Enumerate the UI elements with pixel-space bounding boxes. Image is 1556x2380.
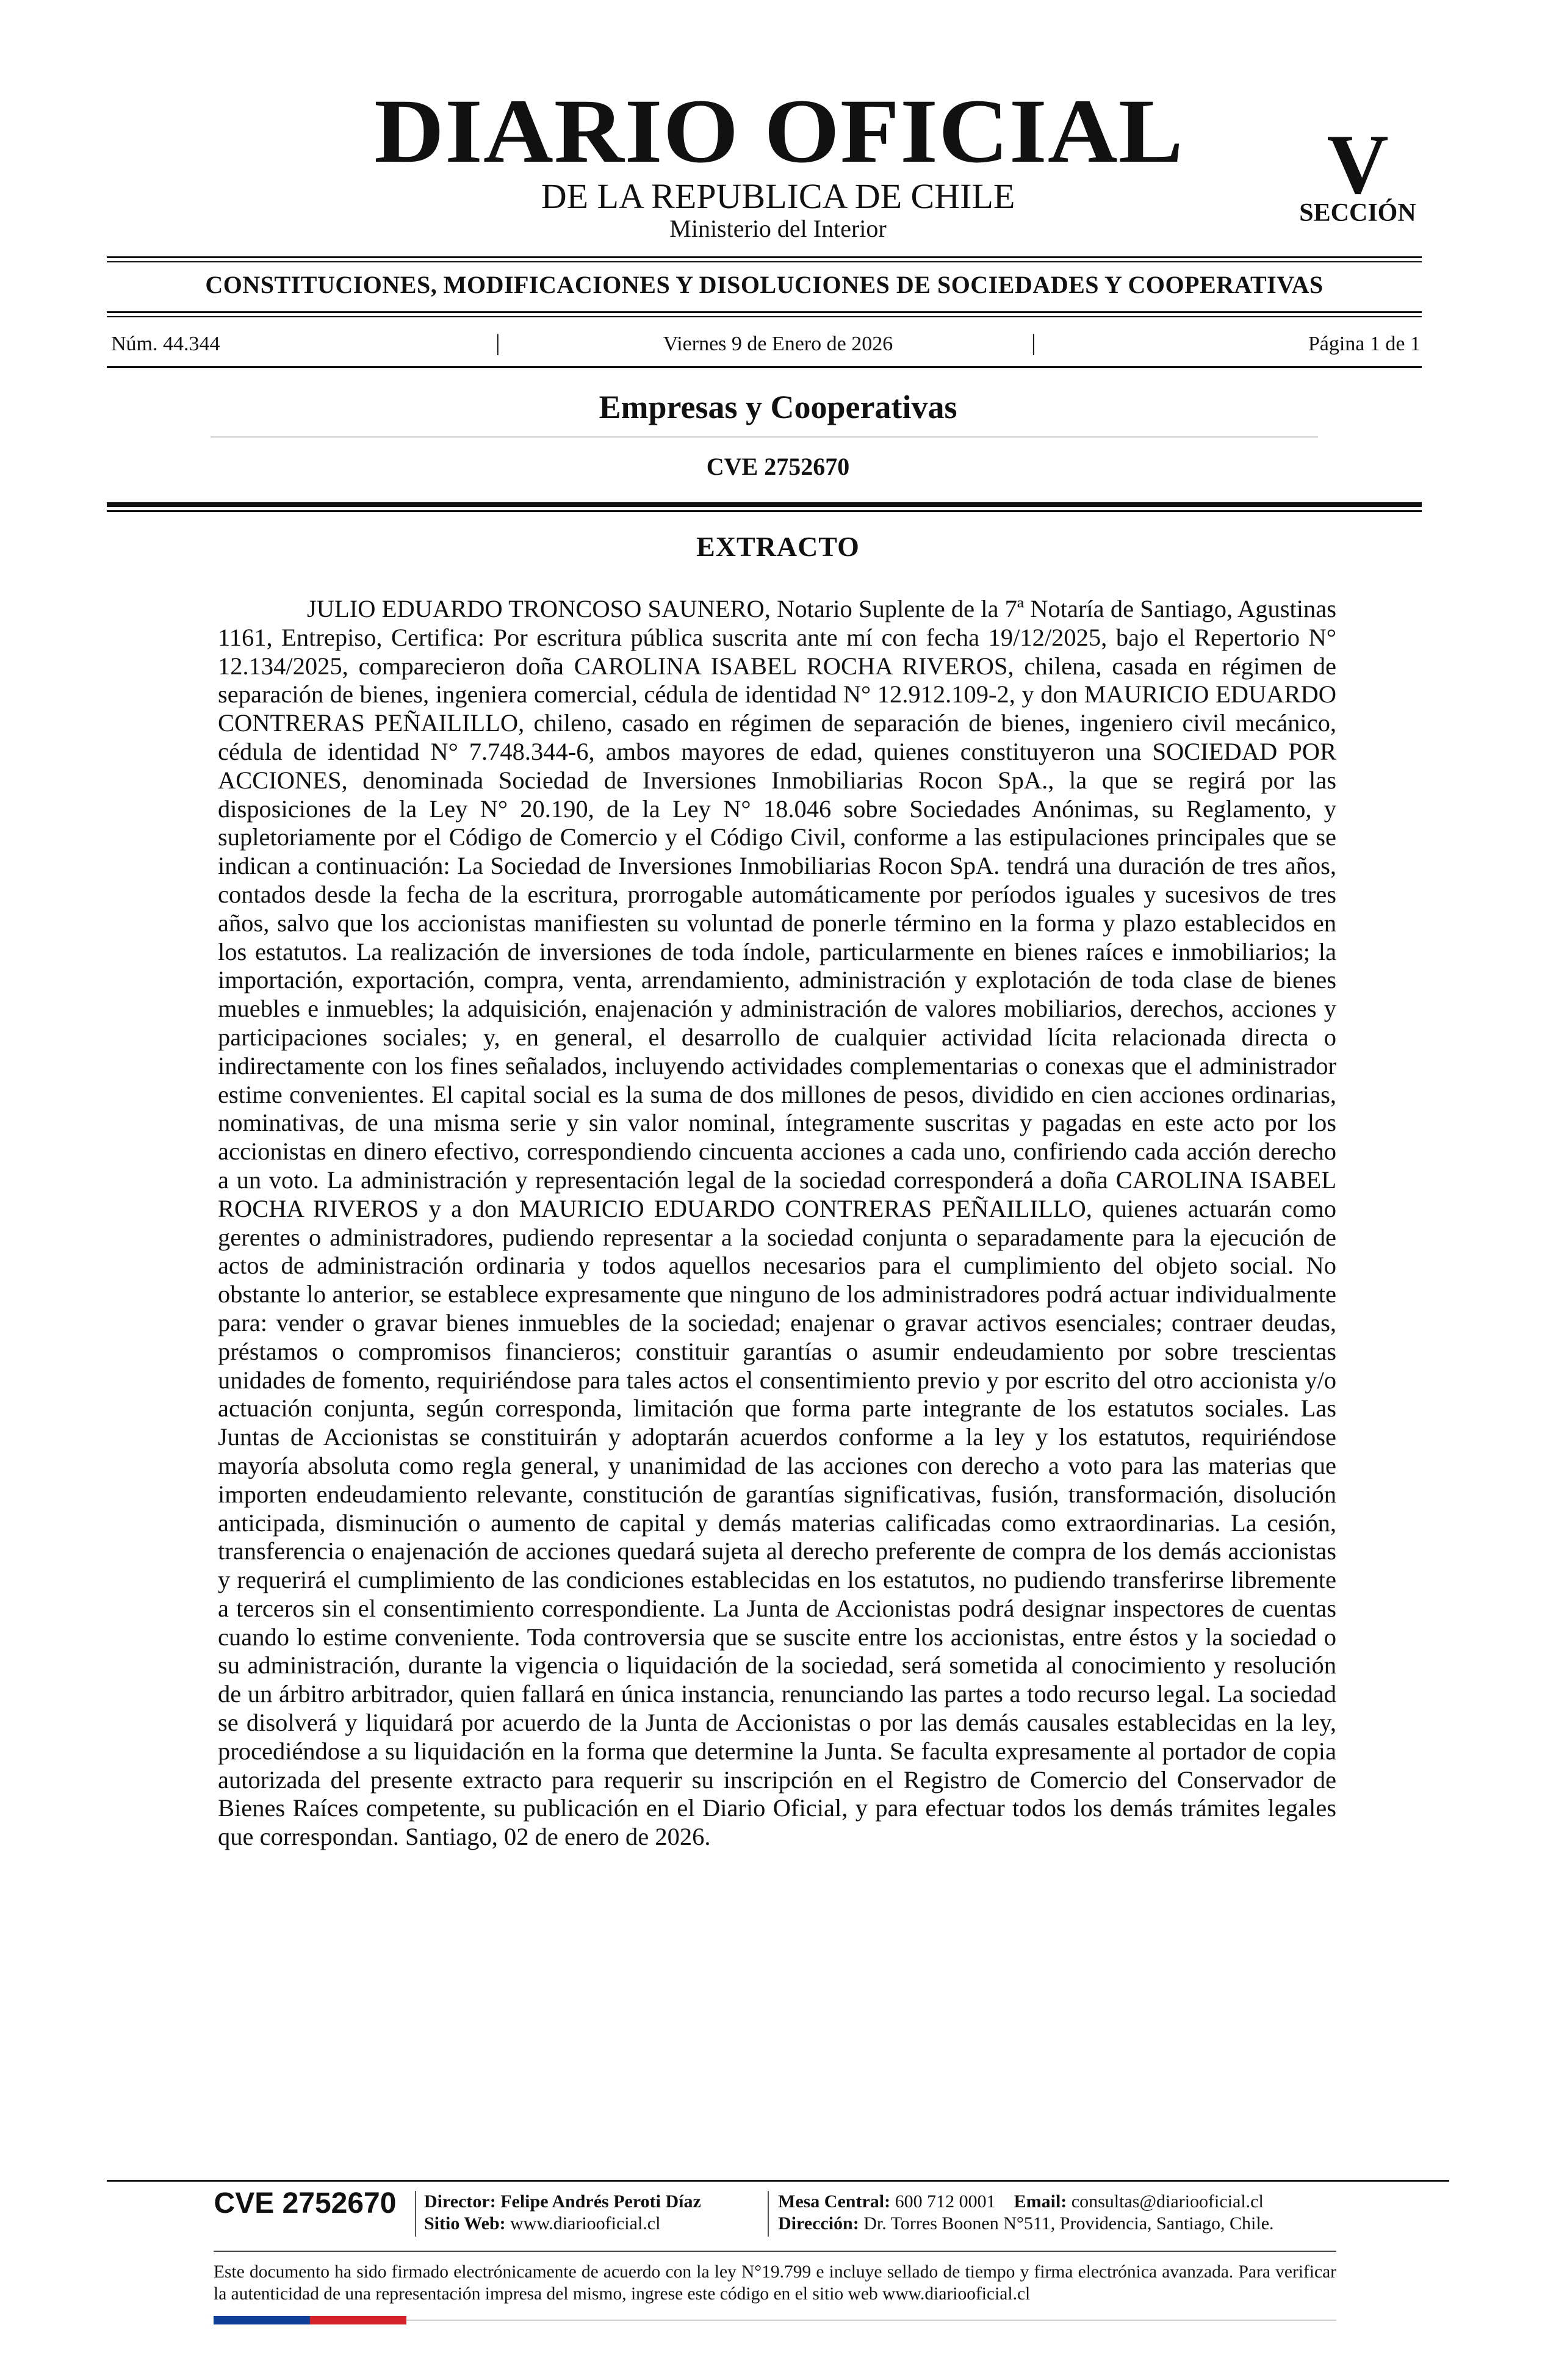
- phone-number: 600 712 0001: [895, 2191, 996, 2212]
- category-title: CONSTITUCIONES, MODIFICACIONES Y DISOLUCIONES DE SOCIEDADES Y COOPERATIVAS: [205, 271, 1324, 298]
- meta-separator: |: [1031, 330, 1036, 356]
- header-rule: [107, 261, 1422, 262]
- extract-title: EXTRACTO: [696, 531, 860, 562]
- email-address[interactable]: consultas@diariooficial.cl: [1071, 2191, 1264, 2212]
- flag-underline: [406, 2320, 1336, 2321]
- flag-stripe-blue: [214, 2316, 310, 2324]
- footer-cve-code: CVE 2752670: [214, 2187, 397, 2220]
- thick-rule: [107, 502, 1422, 507]
- site-label: Sitio Web:: [424, 2213, 506, 2234]
- masthead-subtitle: DE LA REPUBLICA DE CHILE: [541, 176, 1015, 216]
- header-rule: [107, 316, 1422, 317]
- address-value: Dr. Torres Boonen N°511, Providencia, Santiago, Chile.: [863, 2213, 1274, 2234]
- director-label: Director:: [424, 2191, 496, 2212]
- issue-number: Núm. 44.344: [111, 333, 220, 355]
- meta-rule: [107, 366, 1422, 368]
- masthead-title: DIARIO OFICIAL: [374, 81, 1184, 182]
- flag-stripe-red: [310, 2316, 406, 2324]
- thick-rule: [107, 510, 1422, 512]
- extract-body: JULIO EDUARDO TRONCOSO SAUNERO, Notario Suplente de la 7ª Notaría de Santiago, Agustinas 1161, Entrepiso, Certifica: Por escritura pública suscrita ante mí con fecha 19/12/2025, bajo el Repertorio N° 12.134/2025, comparecieron doña CAROLINA ISABEL ROCHA RIVEROS, chilena, casada en régimen de separación de bienes, ingeniera comercial, cédula de identidad N° 12.912.109-2, y don MAURICIO EDUARDO CONTRERAS PEÑAILILLO, chileno, casado en régimen de separación de bienes, ingeniero civil mecánico, cédula de identidad N° 7.748.344-6, ambos mayores de edad, quienes constituyeron una SOCIEDAD POR ACCIONES, denominada Sociedad de Inversiones Inmobiliarias Rocon SpA., la que se regirá por las disposiciones de la Ley N° 20.190, de la Ley N° 18.046 sobre Sociedades Anónimas, su Reglamento, y supletoriamente por el Código de Comercio y el Código Civil, conforme a las estipulaciones principales que se indican a continuación: La Sociedad de Inversiones Inmobiliarias Rocon SpA. tendrá una duración de tres años, contados desde la fecha de la escritura, prorrogable automáticamente por períodos iguales y sucesivos de tres años, salvo que los accionistas manifiesten su voluntad de ponerle término en la forma y plazo establecidos en los estatutos. La realización de inversiones de toda índole, particularmente en bienes raíces e inmobiliarios; la importación, exportación, compra, venta, arrendamiento, administración y explotación de toda clase de bienes muebles e inmuebles; la adquisición, enajenación y administración de valores mobiliarios, derechos, acciones y participaciones sociales; y, en general, el desarrollo de cualquier actividad lícita relacionada directa o indirectamente con los fines señalados, incluyendo actividades complementarias o conexas que el administrador estime convenientes. El capital social es la suma de dos millones de pesos, dividido en cien acciones ordinarias, nominativas, de una misma serie y sin valor nominal, íntegramente suscritas y pagadas en este acto por los accionistas en dinero efectivo, correspondiendo cincuenta acciones a cada uno, confiriendo cada acción derecho a un voto. La administración y representación legal de la sociedad corresponderá a doña CAROLINA ISABEL ROCHA RIVEROS y a don MAURICIO EDUARDO CONTRERAS PEÑAILILLO, quienes actuarán como gerentes o administradores, pudiendo representar a la sociedad conjunta o separadamente para la ejecución de actos de administración ordinaria y todos aquellos necesarios para el cumplimiento del objeto social. No obstante lo anterior, se establece expresamente que ninguno de los administradores podrá actuar individualmente para: vender o gravar bienes inmuebles de la sociedad; enajenar o gravar activos esenciales; contraer deudas, préstamos o compromisos financieros; constituir garantías o asumir endeudamiento por sobre trescientas unidades de fomento, requiriéndose para tales actos el consentimiento previo y por escrito del otro accionista y/o actuación conjunta, según corresponda, limitación que forma parte integrante de los estatutos sociales. Las Juntas de Accionistas se constituirán y adoptarán acuerdos conforme a la ley y los estatutos, requiriéndose mayoría absoluta como regla general, y unanimidad de las acciones con derecho a voto para las materias que importen endeudamiento relevante, constitución de garantías significativas, fusión, transformación, disolución anticipada, disminución o aumento de capital y demás materias calificadas como extraordinarias. La cesión, transferencia o enajenación de acciones quedará sujeta al derecho preferente de compra de los demás accionistas y requerirá el cumplimiento de las condiciones establecidas en los estatutos, no pudiendo transferirse libremente a terceros sin el consentimiento correspondiente. La Junta de Accionistas podrá designar inspectores de cuentas cuando lo estime conveniente. Toda controversia que se suscite entre los accionistas, entre éstos y la sociedad o su administración, durante la vigencia o liquidación de la sociedad, será sometida al conocimiento y resolución de un árbitro arbitrador, quien fallará en única instancia, renunciando las partes a todo recurso legal. La sociedad se disolverá y liquidará por acuerdo de la Junta de Accionistas o por las demás causales establecidas en la ley, procediéndose a su liquidación en la forma que determine la Junta. Se faculta expresamente al portador de copia autorizada del presente extracto para requerir su inscripción en el Registro de Comercio del Conservador de Bienes Raíces competente, su publicación en el Diario Oficial, y para efectuar todos los demás trámites legales que correspondan. Santiago, 02 de enero de 2026.: [218, 595, 1336, 1851]
- footer-contact-block: [778, 2191, 1274, 2235]
- header-rule: [107, 311, 1422, 313]
- address-label: Dirección:: [778, 2213, 859, 2234]
- meta-separator: |: [495, 330, 500, 356]
- footer-divider: [768, 2191, 769, 2237]
- section-divider: [211, 436, 1318, 438]
- footer-rule: [107, 2180, 1449, 2182]
- legal-note: Este documento ha sido firmado electrónicamente de acuerdo con la ley N°19.799 e incluye sellado de tiempo y firma electrónica avanzada. Para verificar la autenticidad de una representación impresa del mismo, ingrese este código en el sitio web www.diariooficial.cl: [214, 2262, 1336, 2304]
- director-name: Felipe Andrés Peroti Díaz: [500, 2191, 701, 2212]
- footer-divider: [415, 2191, 416, 2237]
- header-rule: [107, 256, 1422, 258]
- section-heading: Empresas y Cooperativas: [599, 389, 957, 425]
- site-url[interactable]: www.diariooficial.cl: [510, 2213, 661, 2234]
- section-label: SECCIÓN: [1299, 199, 1416, 227]
- footer-rule: [214, 2251, 1336, 2252]
- page-indicator: Página 1 de 1: [1308, 333, 1421, 355]
- section-letter: V: [1327, 117, 1389, 212]
- masthead-ministry: Ministerio del Interior: [669, 215, 887, 242]
- issue-date: Viernes 9 de Enero de 2026: [663, 333, 893, 355]
- cve-code: CVE 2752670: [706, 453, 850, 480]
- phone-label: Mesa Central:: [778, 2191, 891, 2212]
- footer-director-block: [424, 2191, 701, 2235]
- email-label: Email:: [1014, 2191, 1067, 2212]
